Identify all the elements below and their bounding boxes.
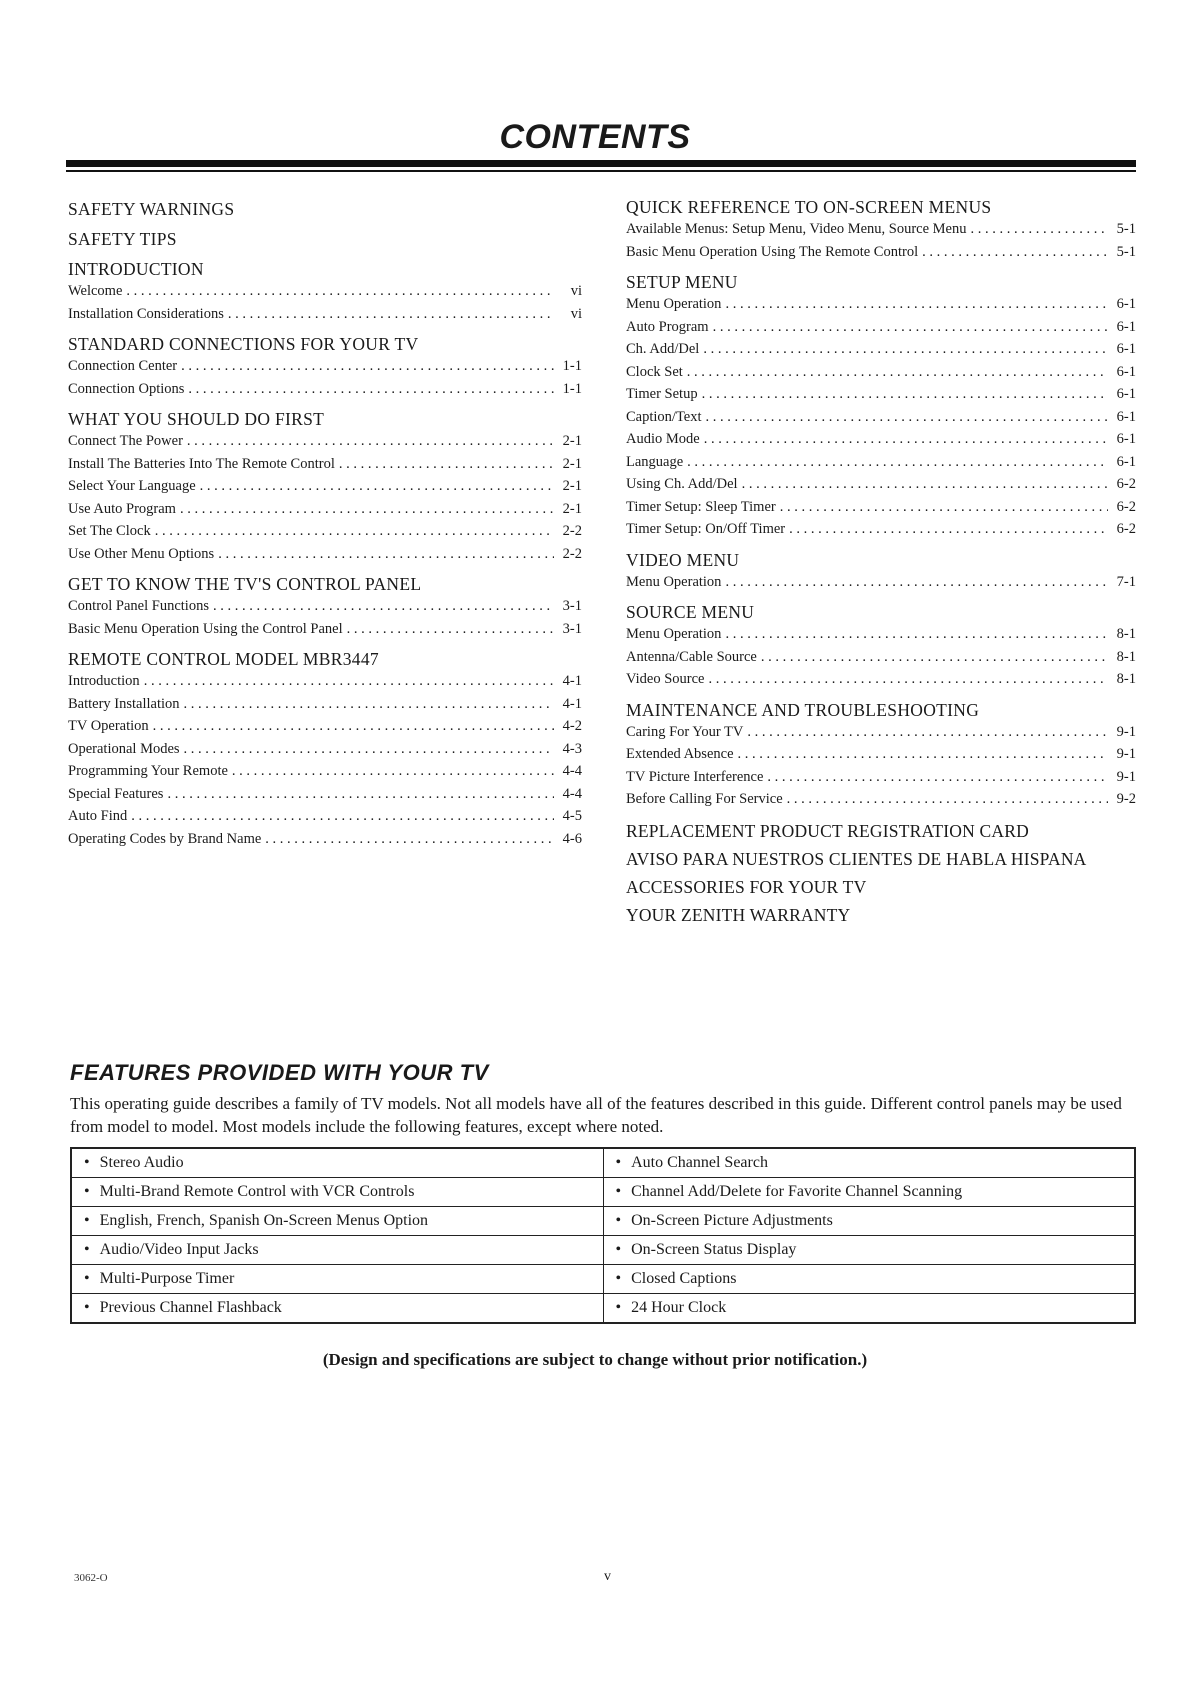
entry-label: TV Operation	[68, 718, 149, 734]
feature-cell	[603, 1178, 1135, 1207]
entry-page: vi	[570, 283, 582, 299]
feature-cell	[603, 1207, 1135, 1236]
section-title: STANDARD CONNECTIONS FOR YOUR TV	[68, 334, 419, 354]
dot-leader	[218, 543, 554, 566]
entry-label: Programming Your Remote	[68, 763, 228, 779]
dot-leader	[187, 430, 554, 453]
toc-entry	[626, 743, 1136, 766]
feature-text: Closed Captions	[631, 1270, 737, 1287]
entry-label: Audio Mode	[626, 431, 700, 447]
toc-entry	[626, 361, 1136, 384]
page-title: CONTENTS	[499, 118, 691, 156]
entry-label: Timer Setup: On/Off Timer	[626, 521, 786, 537]
entry-page: 9-1	[1116, 746, 1136, 762]
dot-leader	[704, 428, 1108, 451]
toc-entry	[68, 738, 582, 761]
entry-page: 4-4	[562, 763, 582, 779]
dot-leader	[971, 218, 1109, 241]
toc-section	[68, 228, 582, 250]
entry-page: 4-3	[562, 740, 582, 757]
entry-label: Video Source	[626, 671, 705, 687]
disclaimer-note: (Design and specifications are subject to change without prior notification.)	[322, 1350, 868, 1369]
entry-page: 6-2	[1116, 476, 1136, 492]
toc-entry	[68, 430, 582, 453]
contents-left-column	[68, 198, 582, 850]
toc-section	[626, 196, 1136, 263]
toc-entry	[626, 316, 1136, 339]
feature-text: Stereo Audio	[99, 1154, 184, 1171]
feature-cell	[603, 1265, 1135, 1294]
entry-label: Use Other Menu Options	[68, 545, 215, 562]
entry-page: 4-2	[562, 718, 582, 734]
entry-label: Operating Codes by Brand Name	[68, 830, 262, 847]
dot-leader	[767, 766, 1108, 789]
dot-leader	[789, 518, 1108, 541]
bullet-icon: •	[615, 1212, 622, 1229]
entry-label: Extended Absence	[626, 746, 734, 762]
toc-entry	[68, 543, 582, 566]
right-standalone-list	[626, 817, 1136, 929]
dot-leader	[761, 646, 1108, 669]
entry-label: Caring For Your TV	[626, 723, 744, 740]
entry-page: 1-1	[562, 358, 582, 374]
dot-leader	[703, 338, 1108, 361]
entry-page: 6-1	[1116, 431, 1136, 447]
toc-section	[626, 699, 1136, 811]
feature-cell	[71, 1294, 603, 1324]
dot-leader	[725, 623, 1108, 646]
entry-label: Special Features	[68, 785, 164, 802]
feature-text: On-Screen Picture Adjustments	[631, 1212, 833, 1229]
dot-leader	[232, 760, 554, 783]
entry-page: 7-1	[1116, 573, 1136, 590]
feature-row	[71, 1294, 1135, 1324]
toc-entry	[626, 338, 1136, 361]
title-rule-thin	[66, 170, 1136, 172]
section-title: GET TO KNOW THE TV'S CONTROL PANEL	[68, 574, 422, 594]
entry-page: 2-1	[562, 433, 582, 449]
entry-page: 2-2	[562, 545, 582, 562]
toc-entry	[626, 518, 1136, 541]
page-number: v	[604, 1569, 611, 1584]
dot-leader	[155, 520, 554, 543]
document-code: 3062-O	[74, 1572, 108, 1584]
dot-leader	[184, 693, 554, 716]
bullet-icon: •	[84, 1241, 90, 1258]
dot-leader	[725, 571, 1108, 594]
toc-entry	[626, 451, 1136, 474]
dot-leader	[725, 293, 1108, 316]
entry-label: Operational Modes	[68, 740, 180, 757]
entry-label: Introduction	[68, 673, 140, 689]
entry-label: Before Calling For Service	[626, 791, 783, 807]
entry-label: Connect The Power	[68, 433, 183, 449]
feature-cell	[71, 1178, 603, 1207]
dot-leader	[184, 738, 554, 761]
entry-page: 8-1	[1116, 626, 1136, 642]
entry-label: Available Menus: Setup Menu, Video Menu, Source Menu	[626, 221, 967, 237]
entry-label: Menu Operation	[626, 296, 722, 312]
feature-text: Auto Channel Search	[631, 1154, 768, 1171]
toc-section	[68, 333, 582, 400]
entry-page: 3-1	[562, 620, 582, 637]
feature-text: On-Screen Status Display	[631, 1241, 797, 1258]
dot-leader	[180, 498, 554, 521]
toc-entry	[68, 303, 582, 326]
bullet-icon: •	[84, 1270, 90, 1287]
dot-leader	[747, 721, 1108, 744]
entry-label: Connection Center	[68, 358, 178, 374]
entry-label: Connection Options	[68, 380, 185, 397]
toc-entry	[68, 670, 582, 693]
entry-page: vi	[570, 305, 582, 322]
bullet-icon: •	[615, 1154, 622, 1171]
entry-label: Timer Setup	[626, 386, 698, 402]
section-title: SAFETY TIPS	[68, 229, 177, 249]
section-title: SETUP MENU	[626, 272, 738, 292]
toc-entry	[626, 623, 1136, 646]
toc-section	[68, 648, 582, 850]
toc-entry	[68, 595, 582, 618]
entry-label: Welcome	[68, 283, 123, 299]
entry-page: 3-1	[562, 598, 582, 614]
dot-leader	[713, 316, 1108, 339]
toc-entry	[68, 693, 582, 716]
section-title: REMOTE CONTROL MODEL MBR3447	[68, 649, 379, 669]
toc-entry	[68, 280, 582, 303]
dot-leader	[708, 668, 1108, 691]
entry-label: Select Your Language	[68, 478, 196, 494]
toc-entry	[626, 766, 1136, 789]
entry-page: 2-1	[562, 478, 582, 494]
section-title: MAINTENANCE AND TROUBLESHOOTING	[626, 699, 980, 720]
entry-label: Ch. Add/Del	[626, 341, 700, 357]
section-title: SAFETY WARNINGS	[68, 199, 235, 219]
toc-entry	[626, 428, 1136, 451]
toc-entry	[626, 473, 1136, 496]
toc-section	[68, 408, 582, 565]
toc-entry	[68, 828, 582, 851]
feature-text: English, French, Spanish On-Screen Menus Option	[99, 1212, 429, 1229]
entry-label: Basic Menu Operation Using The Remote Control	[626, 243, 919, 260]
feature-text: Channel Add/Delete for Favorite Channel Scanning	[631, 1183, 963, 1200]
features-intro: This operating guide describes a family of TV models. Not all models have all of the features described in this guide. Different control panels may be used from model to model. Most models include the following features, except where noted.	[70, 1094, 1122, 1136]
entry-label: Menu Operation	[626, 573, 722, 590]
dot-leader	[738, 743, 1108, 766]
section-title: INTRODUCTION	[68, 259, 204, 279]
toc-entry	[626, 788, 1136, 811]
toc-entry	[626, 293, 1136, 316]
entry-page: 2-2	[562, 523, 582, 539]
feature-text: Multi-Brand Remote Control with VCR Controls	[99, 1183, 415, 1200]
dot-leader	[181, 355, 554, 378]
feature-row	[71, 1236, 1135, 1265]
entry-page: 6-1	[1116, 341, 1136, 357]
entry-page: 2-1	[562, 500, 582, 517]
feature-cell	[603, 1236, 1135, 1265]
entry-label: Menu Operation	[626, 626, 722, 642]
section-title: SOURCE MENU	[626, 602, 755, 622]
toc-entry	[626, 668, 1136, 691]
dot-leader	[780, 496, 1108, 519]
toc-entry	[626, 721, 1136, 744]
dot-leader	[347, 618, 554, 641]
dot-leader	[265, 828, 554, 851]
feature-text: Previous Channel Flashback	[99, 1299, 282, 1316]
entry-label: Set The Clock	[68, 523, 151, 539]
feature-cell	[603, 1294, 1135, 1324]
standalone-heading: YOUR ZENITH WARRANTY	[626, 904, 851, 925]
right-sections	[626, 196, 1136, 811]
bullet-icon: •	[84, 1212, 90, 1229]
entry-page: 4-4	[562, 785, 582, 802]
dot-leader	[706, 406, 1108, 429]
toc-entry	[68, 783, 582, 806]
section-title: QUICK REFERENCE TO ON-SCREEN MENUS	[626, 197, 992, 217]
bullet-icon: •	[84, 1183, 90, 1200]
entry-page: 9-1	[1116, 723, 1136, 740]
bullet-icon: •	[615, 1183, 622, 1200]
bullet-icon: •	[615, 1299, 622, 1316]
feature-row	[71, 1265, 1135, 1294]
toc-section	[68, 198, 582, 220]
entry-label: Antenna/Cable Source	[626, 648, 757, 665]
feature-text: Multi-Purpose Timer	[99, 1270, 235, 1287]
entry-page: 4-6	[562, 830, 582, 847]
entry-label: Using Ch. Add/Del	[626, 476, 738, 492]
feature-text: 24 Hour Clock	[631, 1299, 727, 1316]
bullet-icon: •	[84, 1154, 90, 1171]
dot-leader	[228, 303, 554, 326]
entry-page: 4-1	[562, 673, 582, 689]
dot-leader	[339, 453, 554, 476]
toc-entry	[626, 383, 1136, 406]
entry-label: Clock Set	[626, 363, 683, 380]
entry-label: Auto Find	[68, 808, 128, 824]
feature-cell	[71, 1207, 603, 1236]
toc-entry	[68, 355, 582, 378]
bullet-icon: •	[615, 1241, 622, 1258]
features-table	[70, 1147, 1136, 1324]
dot-leader	[922, 241, 1108, 264]
dot-leader	[153, 715, 554, 738]
standalone-heading: AVISO PARA NUESTROS CLIENTES DE HABLA HISPANA	[626, 848, 1087, 869]
feature-text: Audio/Video Input Jacks	[99, 1241, 259, 1258]
feature-cell	[71, 1265, 603, 1294]
entry-page: 6-1	[1116, 453, 1136, 470]
entry-label: Caption/Text	[626, 408, 702, 425]
entry-page: 8-1	[1116, 671, 1136, 687]
feature-cell	[71, 1148, 603, 1178]
dot-leader	[742, 473, 1108, 496]
toc-entry	[626, 496, 1136, 519]
entry-page: 4-5	[562, 808, 582, 824]
entry-page: 8-1	[1116, 648, 1136, 665]
standalone-heading: REPLACEMENT PRODUCT REGISTRATION CARD	[626, 820, 1029, 841]
entry-page: 1-1	[562, 380, 582, 397]
entry-page: 6-1	[1116, 318, 1136, 335]
features-title: FEATURES PROVIDED WITH YOUR TV	[70, 1060, 489, 1085]
toc-entry	[68, 498, 582, 521]
feature-row	[71, 1148, 1135, 1178]
dot-leader	[213, 595, 554, 618]
entry-page: 6-1	[1116, 363, 1136, 380]
entry-label: Use Auto Program	[68, 500, 176, 517]
toc-entry	[626, 646, 1136, 669]
entry-label: Battery Installation	[68, 695, 180, 712]
dot-leader	[144, 670, 554, 693]
feature-row	[71, 1207, 1135, 1236]
entry-label: Auto Program	[626, 318, 709, 335]
entry-page: 6-1	[1116, 408, 1136, 425]
dot-leader	[200, 475, 554, 498]
entry-page: 5-1	[1116, 243, 1136, 260]
feature-cell	[71, 1236, 603, 1265]
entry-page: 2-1	[562, 455, 582, 472]
toc-section	[626, 549, 1136, 594]
toc-section	[626, 601, 1136, 691]
dot-leader	[188, 378, 554, 401]
title-rule-thick	[66, 160, 1136, 167]
toc-entry	[68, 715, 582, 738]
toc-entry	[68, 378, 582, 401]
section-title: WHAT YOU SHOULD DO FIRST	[68, 409, 325, 429]
entry-label: Install The Batteries Into The Remote Control	[68, 455, 335, 472]
section-title: VIDEO MENU	[626, 549, 740, 570]
toc-entry	[68, 805, 582, 828]
entry-page: 6-1	[1116, 386, 1136, 402]
entry-label: TV Picture Interference	[626, 768, 764, 785]
toc-entry	[626, 241, 1136, 264]
feature-row	[71, 1178, 1135, 1207]
entry-page: 6-2	[1116, 521, 1136, 537]
toc-section	[626, 271, 1136, 541]
entry-label: Installation Considerations	[68, 305, 224, 322]
entry-page: 6-1	[1116, 296, 1136, 312]
toc-section	[68, 258, 582, 325]
dot-leader	[787, 788, 1108, 811]
toc-entry	[626, 571, 1136, 594]
dot-leader	[126, 280, 554, 303]
standalone-heading: ACCESSORIES FOR YOUR TV	[626, 876, 867, 897]
toc-entry	[68, 618, 582, 641]
dot-leader	[167, 783, 554, 806]
dot-leader	[687, 451, 1108, 474]
entry-label: Basic Menu Operation Using the Control Panel	[68, 620, 343, 637]
entry-page: 5-1	[1116, 221, 1136, 237]
entry-label: Control Panel Functions	[68, 598, 209, 614]
entry-page: 9-2	[1116, 791, 1136, 807]
dot-leader	[702, 383, 1108, 406]
feature-cell	[603, 1148, 1135, 1178]
toc-section	[68, 573, 582, 640]
entry-label: Timer Setup: Sleep Timer	[626, 498, 776, 515]
entry-page: 4-1	[562, 695, 582, 712]
entry-page: 6-2	[1116, 498, 1136, 515]
bullet-icon: •	[615, 1270, 622, 1287]
toc-entry	[68, 760, 582, 783]
toc-entry	[68, 520, 582, 543]
bullet-icon: •	[84, 1299, 90, 1316]
toc-entry	[68, 453, 582, 476]
dot-leader	[687, 361, 1108, 384]
toc-entry	[626, 218, 1136, 241]
entry-label: Language	[626, 453, 684, 470]
contents-right-column	[626, 196, 1136, 929]
entry-page: 9-1	[1116, 768, 1136, 785]
toc-entry	[626, 406, 1136, 429]
toc-entry	[68, 475, 582, 498]
dot-leader	[131, 805, 554, 828]
